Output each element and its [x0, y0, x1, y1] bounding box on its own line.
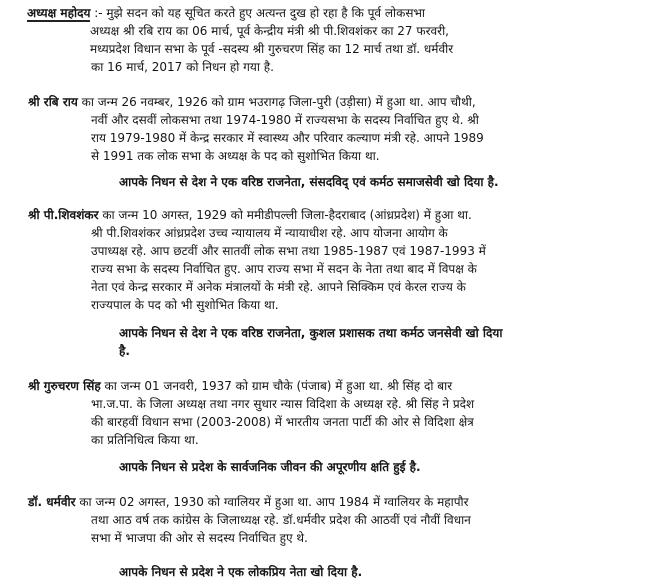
intro-line-1 — [27, 4, 425, 22]
rabi-tribute: आपके निधन से देश ने एक वरिष्ठ राजनेता, संसदविद् एवं कर्मठ समाजसेवी खो दिया है. — [119, 175, 499, 189]
dharm-tribute: आपके निधन से प्रदेश ने एक लोकप्रिय नेता खो दिया है. — [119, 565, 363, 579]
dharm-line-3: सभा में भाजपा की ओर से सदस्य निर्वाचित हुए थे. — [91, 531, 308, 545]
dharm-line-1 — [28, 493, 469, 511]
dharm-text-1: का जन्म 02 अगस्त, 1930 को ग्वालियर में हुआ था. आप 1984 में ग्वालियर के महापौर — [75, 495, 469, 509]
guru-line-4: का प्रतिनिधित्व किया था. — [91, 433, 199, 447]
shiv-tribute-2: है. — [119, 344, 130, 358]
shiv-line-1 — [28, 206, 472, 224]
rabi-line-3: राय 1979-1980 में केन्द्र सरकार में स्वास्थ्य और परिवार कल्याण मंत्री रहे. आपने 1989 — [91, 131, 484, 145]
guru-line-1 — [28, 377, 452, 395]
intro-line-2: अध्यक्ष श्री रबि राय का 06 मार्च, पूर्व केन्द्रीय मंत्री श्री पी.शिवशंकर का 27 फरवरी, — [90, 24, 449, 38]
shiv-line-3: उपाध्यक्ष रहे. आप छटवीं और सातवीं लोक सभा तथा 1985-1987 एवं 1987-1993 में — [91, 244, 486, 258]
shiv-line-6: राज्यपाल के पद को भी सुशोभित किया था. — [91, 298, 279, 312]
guru-line-2: भा.ज.पा. के जिला अध्यक्ष तथा नगर सुधार न्यास विदिशा के अध्यक्ष रहे. श्री सिंह ने प्रदेश — [91, 397, 475, 411]
speaker-label: अध्यक्ष महोदय — [27, 6, 91, 20]
intro-line-3: मध्यप्रदेश विधान सभा के पूर्व -सदस्य श्री गुरुचरण सिंह का 12 मार्च तथा डॉ. धर्मवीर — [90, 42, 454, 56]
rabi-text-1: का जन्म 26 नवम्बर, 1926 को ग्राम भउरागढ़ जिला-पुरी (उड़ीसा) में हुआ था. आप चौथी, — [77, 95, 476, 109]
rabi-line-4: से 1991 तक लोक सभा के अध्यक्ष के पद को सुशोभित किया था. — [91, 149, 380, 163]
shiv-line-4: राज्य सभा के सदस्य निर्वाचित हुए. आप राज्य सभा में सदन के नेता तथा बाद में विपक्ष के — [91, 262, 477, 276]
shiv-line-5: नेता एवं केन्द्र सरकार में अनेक मंत्रालयों के मंत्री रहे. आपने सिक्किम एवं केरल राज्य के — [91, 280, 466, 294]
dharm-name: डॉ. धर्मवीर — [28, 495, 76, 509]
dharm-line-2: तथा आठ वर्ष तक कांग्रेस के जिलाध्यक्ष रहे. डॉ.धर्मवीर प्रदेश की आठवीं एवं नौवीं विधान — [91, 513, 471, 527]
guru-name: श्री गुरुचरण सिंह — [28, 379, 101, 393]
guru-tribute: आपके निधन से प्रदेश के सार्वजनिक जीवन की अपूरणीय क्षति हुई है. — [119, 460, 421, 474]
guru-line-3: की बारहवीं विधान सभा (2003-2008) में भारतीय जनता पार्टी की ओर से विदिशा क्षेत्र — [91, 415, 474, 429]
rabi-line-2: नवीं और दसवीं लोकसभा तथा 1974-1980 में राज्यसभा के सदस्य निर्वाचित हुए थे. श्री — [91, 113, 479, 127]
shiv-tribute-1: आपके निधन से देश ने एक वरिष्ठ राजनेता, कुशल प्रशासक तथा कर्मठ जनसेवी खो दिया — [119, 326, 503, 340]
rabi-name: श्री रबि राय — [28, 95, 78, 109]
shiv-name: श्री पी.शिवशंकर — [28, 208, 99, 222]
shiv-text-1: का जन्म 10 अगस्त, 1929 को ममीडीपल्ली जिला-हैदराबाद (आंध्रप्रदेश) में हुआ था. — [98, 208, 472, 222]
rabi-line-1 — [28, 93, 476, 111]
shiv-line-2: श्री पी.शिवशंकर आंध्रप्रदेश उच्च न्यायालय में न्यायाधीश रहे. आप योजना आयोग के — [91, 226, 448, 240]
guru-text-1: का जन्म 01 जनवरी, 1937 को ग्राम चौके (पंजाब) में हुआ था. श्री सिंह दो बार — [100, 379, 453, 393]
intro-text-1: :- मुझे सदन को यह सूचित करते हुए अत्यन्त दुख हो रहा है कि पूर्व लोकसभा — [90, 6, 426, 20]
intro-line-4: का 16 मार्च, 2017 को निधन हो गया है. — [91, 60, 274, 74]
